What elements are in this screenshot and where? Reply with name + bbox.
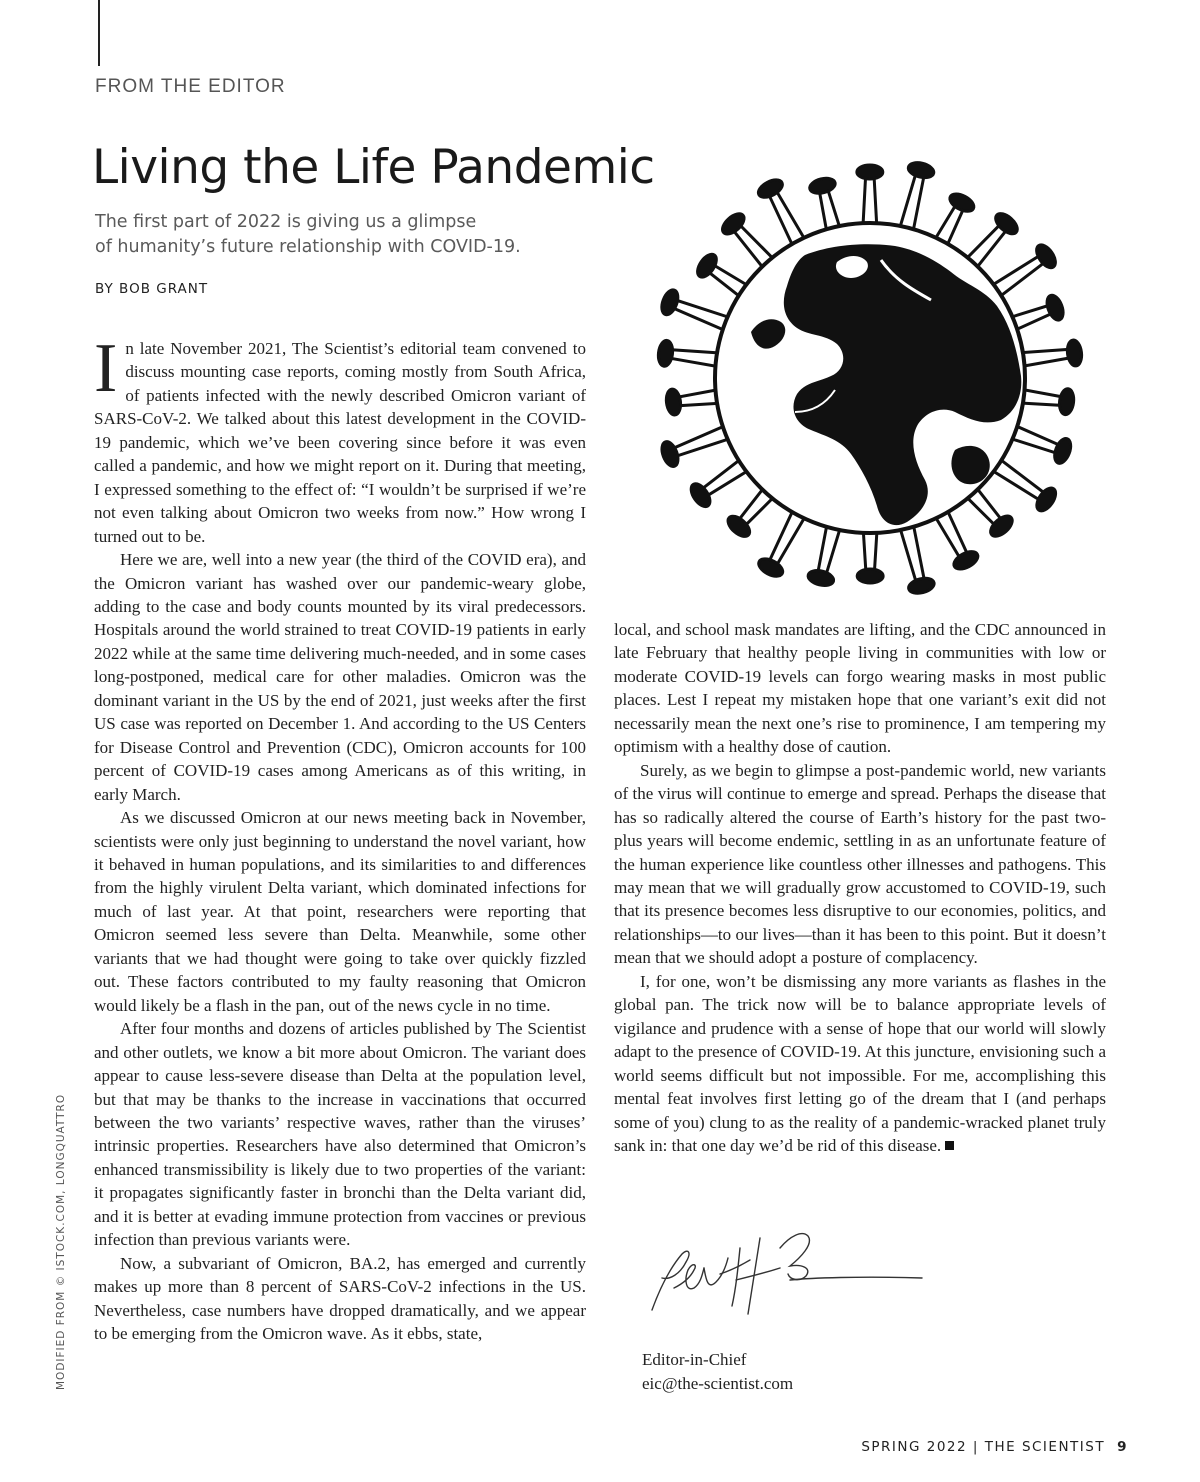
dek-line-1: The first part of 2022 is giving us a glimpse xyxy=(95,212,477,232)
virus-spike-head xyxy=(907,160,936,180)
editor-signature xyxy=(640,1218,930,1328)
virus-spike-head xyxy=(1066,339,1083,367)
virus-spike xyxy=(899,169,925,234)
issue-label: SPRING 2022 | THE SCIENTIST xyxy=(861,1439,1106,1455)
paragraph-5: Now, a subvariant of Omicron, BA.2, has emerged and currently makes up more than 8 percent of SARS-CoV-2 infections in the US. Nevertheless, case numbers have dropped dramatically, and we appear to be emerging from the Omicron wave. As it ebbs, state, xyxy=(94,1253,586,1344)
byline: BY BOB GRANT xyxy=(95,281,209,297)
virus-spike-head xyxy=(665,388,682,416)
end-mark-icon xyxy=(945,1141,954,1150)
article-column-right xyxy=(614,618,1106,1208)
page-footer xyxy=(861,1439,1128,1455)
virus-spike-head xyxy=(1044,293,1066,322)
paragraph-6: local, and school mask mandates are lifting, and the CDC announced in late February that healthy people living in communities with low or moderate COVID-19 levels can forgo wearing masks in most public places. Lest I repeat my mistaken hope that one variant’s exit did not necessarily mean the next one’s rise to prominence, I am tempering my optimism with a healthy dose of caution. xyxy=(614,620,1106,757)
virus-spike-head xyxy=(1052,436,1074,465)
virus-spike-head xyxy=(807,568,836,588)
virus-spike-head xyxy=(659,288,681,317)
paragraph-8-text: I, for one, won’t be dismissing any more variants as flashes in the global pan. The trick now will be to balance appropriate levels of vigilance and prudence with a sense of hope that our world will slowly adapt to the presence of COVID-19. At this juncture, envisioning such a world seems difficult but not impossible. For me, accomplishing this mental feat involves first letting go of the dream that I (and perhaps some of you) clung to as the reality of a pandemic-wracked planet truly sank in: that one day we’d be rid of this disease. xyxy=(614,971,1106,1155)
signature-title: Editor-in-Chief xyxy=(642,1350,747,1369)
photo-credit: MODIFIED FROM © ISTOCK.COM, LONGQUATTRO xyxy=(55,1093,67,1390)
paragraph-2: Here we are, well into a new year (the third of the COVID era), and the Omicron variant has washed over our pandemic-weary globe, adding to the case and body counts mounted by its viral predecessors. Hospitals around the world strained to treat COVID-19 patients in early 2022 while at the same time delivering much-needed, and in some cases long-postponed, medical care for other maladies. Omicron was the dominant variant in the US by the end of 2021, just weeks after the first US case was reported on December 1. And according to the US Centers for Disease Control and Prevention (CDC), Omicron accounts for 100 percent of COVID-19 cases among Americans as of this writing, in early March. xyxy=(94,550,586,804)
signature-email[interactable]: eic@the-scientist.com xyxy=(642,1374,794,1393)
virus-spike-head xyxy=(659,439,681,468)
virus-spike xyxy=(899,522,925,587)
virus-spike-head xyxy=(857,165,883,179)
paragraph-1 xyxy=(94,337,586,548)
dek-line-2: of humanity’s future relationship with COVID-19. xyxy=(95,237,521,257)
paragraph-4: After four months and dozens of articles published by The Scientist and other outlets, we know a bit more about Omicron. The variant does appear to cause less-severe disease than Delta at the population level, but that may be thanks to the increase in vaccinations that occurred between the two variants’ respective waves, rather than the viruses’ intrinsic properties. Researchers have also determined that Omicron’s enhanced transmissibility is likely due to two properties of the variant: it propagates significantly faster in bronchi than the Delta variant did, and it is better at evading immune protection from vaccines or previous infection than previous variants were. xyxy=(94,1019,586,1250)
virus-spike-head xyxy=(808,176,837,196)
virus-globe-illustration xyxy=(655,150,1085,595)
virus-spike-head xyxy=(1058,388,1075,415)
article-column-left xyxy=(94,337,586,1347)
virus-spike-head xyxy=(857,569,883,583)
paragraph-1-text: n late November 2021, The Scientist’s editorial team convened to discuss mounting case reports, coming mostly from South Africa, of patients infected with the newly described Omicron variant of SARS-CoV-2. We talked about this latest development in the COVID-19 pandemic, which we’ve been covering since before it was even called a pandemic, and how we might report on it. During that meeting, I expressed something to the effect of: “I wouldn’t be surprised if we’re not even talking about Omicron two weeks from now.” How wrong I turned out to be. xyxy=(94,339,586,546)
paragraph-3: As we discussed Omicron at our news meeting back in November, scientists were only just beginning to understand the novel variant, how it behaved in human populations, and its similarities to and differences from the highly virulent Delta variant, which dominated infections for much of last year. At that point, researchers were reporting that Omicron seemed less severe than Delta. Meanwhile, some other variants that we had thought were going to take over quickly fizzled out. These factors contributed to my faulty reasoning that Omicron would likely be a flash in the pan, out of the news cycle in no time. xyxy=(94,808,586,1015)
virus-spike-head xyxy=(907,576,936,595)
paragraph-8 xyxy=(614,970,1106,1158)
virus-spike-head xyxy=(657,340,674,367)
section-label: FROM THE EDITOR xyxy=(95,76,286,97)
dek xyxy=(95,210,615,260)
headline: Living the Life Pandemic xyxy=(92,140,655,195)
top-rule xyxy=(98,0,100,66)
page-number: 9 xyxy=(1117,1439,1128,1455)
paragraph-7: Surely, as we begin to glimpse a post-pandemic world, new variants of the virus will continue to emerge and spread. Perhaps the disease that has so radically altered the course of Earth’s history for the past two-plus years will become endemic, settling in as an unfortunate feature of the human experience like countless other illnesses and pathogens. This may mean that we will gradually grow accustomed to COVID-19, such that its presence becomes less disruptive to our economies, politics, and relationships—to our lives—than it has been to this point. But it doesn’t mean that we should adopt a posture of complacency. xyxy=(614,760,1106,968)
drop-cap: I xyxy=(94,337,118,407)
